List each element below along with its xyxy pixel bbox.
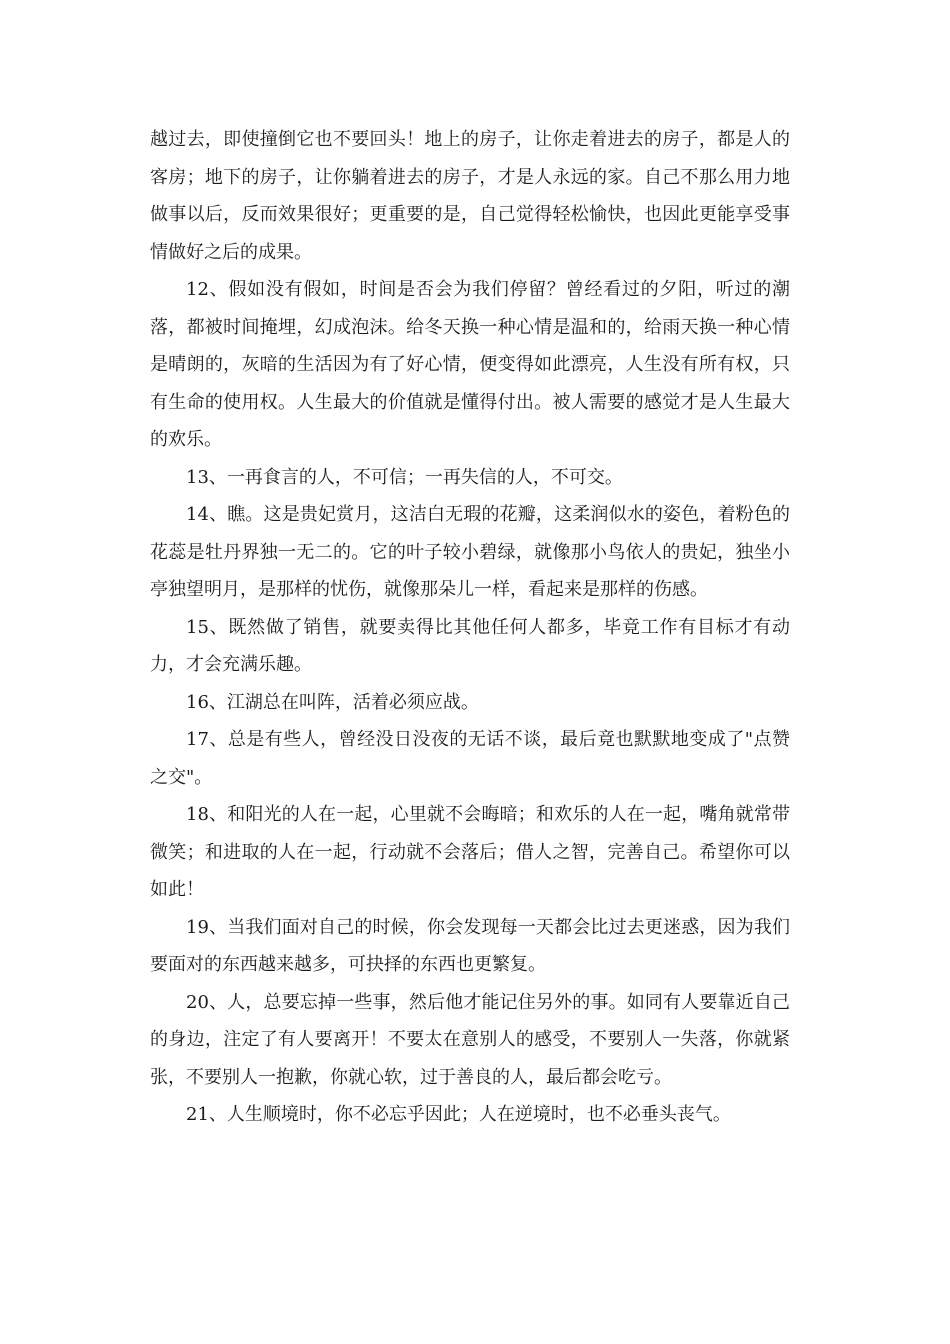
paragraph-16: 16、江湖总在叫阵，活着必须应战。 bbox=[186, 691, 479, 713]
paragraph-21: 21、人生顺境时，你不必忘乎因此；人在逆境时，也不必垂头丧气。 bbox=[186, 1104, 731, 1125]
paragraph-13: 13、一再食言的人，不可信；一再失信的人，不可交。 bbox=[186, 466, 623, 488]
paragraph-14: 14、瞧。这是贵妃赏月，这洁白无瑕的花瓣，这柔润似水的姿色，着粉色的花蕊是牡丹界独一无二的。它的叶子较小碧绿，就像那小鸟依人的贵妃，独坐小亭独望明月，是那样的忧伤，就像那朵儿一样，看起来是那样的伤感。 bbox=[150, 504, 790, 600]
paragraph-19: 19、当我们面对自己的时候，你会发现每一天都会比过去更迷惑，因为我们要面对的东西越来越多，可抉择的东西也更繁复。 bbox=[150, 916, 790, 975]
paragraph-17: 17、总是有些人，曾经没日没夜的无话不谈，最后竟也默默地变成了"点赞之交"。 bbox=[150, 729, 790, 788]
paragraph-20: 20、人，总要忘掉一些事，然后他才能记住另外的事。如同有人要靠近自己的身边，注定了有人要离开！不要太在意别人的感受，不要别人一失落，你就紧张，不要别人一抱歉，你就心软，过于善良的人，最后都会吃亏。 bbox=[150, 991, 790, 1088]
paragraph-continuation: 越过去，即使撞倒它也不要回头！地上的房子，让你走着进去的房子，都是人的客房；地下的房子，让你躺着进去的房子，才是人永远的家。自己不那么用力地做事以后，反而效果很好；更重要的是，自己觉得轻松愉快，也因此更能享受事情做好之后的成果。 bbox=[150, 129, 790, 263]
paragraph-15: 15、既然做了销售，就要卖得比其他任何人都多，毕竟工作有目标才有动力，才会充满乐趣。 bbox=[150, 616, 790, 675]
paragraph-18: 18、和阳光的人在一起，心里就不会晦暗；和欢乐的人在一起，嘴角就常带微笑；和进取的人在一起，行动就不会落后；借人之智，完善自己。希望你可以如此！ bbox=[150, 804, 790, 900]
paragraph-12: 12、假如没有假如，时间是否会为我们停留？曾经看过的夕阳，听过的潮落，都被时间掩埋，幻成泡沫。给冬天换一种心情是温和的，给雨天换一种心情是晴朗的，灰暗的生活因为有了好心情，便变得如此漂亮，人生没有所有权，只有生命的使用权。人生最大的价值就是懂得付出。被人需要的感觉才是人生最大的欢乐。 bbox=[150, 279, 790, 450]
document-page bbox=[150, 121, 790, 1134]
